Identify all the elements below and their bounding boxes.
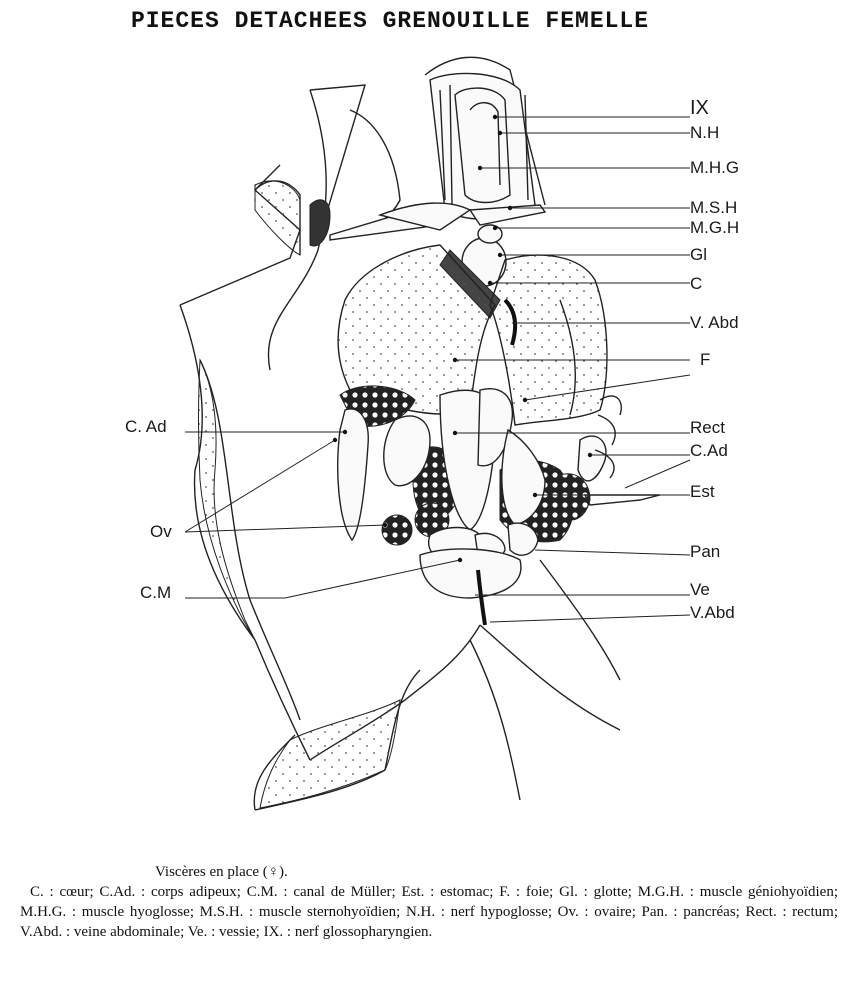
label-f: F [700, 350, 711, 369]
label-vabd-top: V. Abd [690, 313, 739, 332]
throat-muscles [310, 73, 545, 246]
label-pan: Pan [690, 542, 721, 561]
caption-legend: C. : cœur; C.Ad. : corps adipeux; C.M. : canal de Müller; Est. : estomac; F. : foie; Gl. : glotte; M.G.H. : muscle géniohyoïdien; M.H.G. : muscle hyoglosse; M.S.H. : muscle sternohyoïdien; N.H. : nerf hypoglosse; Ov. : ovaire; Pan. : pancréas; Rect. : rectum; V.Abd. : veine abdominale; Ve. : vessie; IX. : nerf glossopharyngien. [20, 884, 838, 940]
label-msh: M.S.H [690, 198, 738, 217]
figure-title: PIECES DETACHEES GRENOUILLE FEMELLE [130, 8, 650, 34]
label-gl: Gl [690, 245, 707, 264]
label-cm: C.M [140, 583, 172, 602]
label-vabd-bottom: V.Abd [690, 603, 735, 622]
caption-title: Viscères en place (♀). [155, 864, 288, 880]
frog-viscera-diagram [0, 40, 858, 860]
label-nh: N.H [690, 123, 720, 142]
label-c: C [690, 274, 703, 293]
label-est: Est [690, 482, 715, 501]
label-ix: IX [690, 97, 709, 119]
figure-caption [20, 862, 838, 942]
label-cad-right: C.Ad [690, 441, 728, 460]
label-mhg: M.H.G [690, 158, 740, 177]
bladder [420, 549, 521, 625]
label-ve: Ve [690, 580, 710, 599]
label-cad-left: C. Ad [125, 417, 167, 436]
label-mgh: M.G.H [690, 218, 740, 237]
label-rect: Rect [690, 418, 725, 437]
label-ov: Ov [150, 522, 172, 541]
